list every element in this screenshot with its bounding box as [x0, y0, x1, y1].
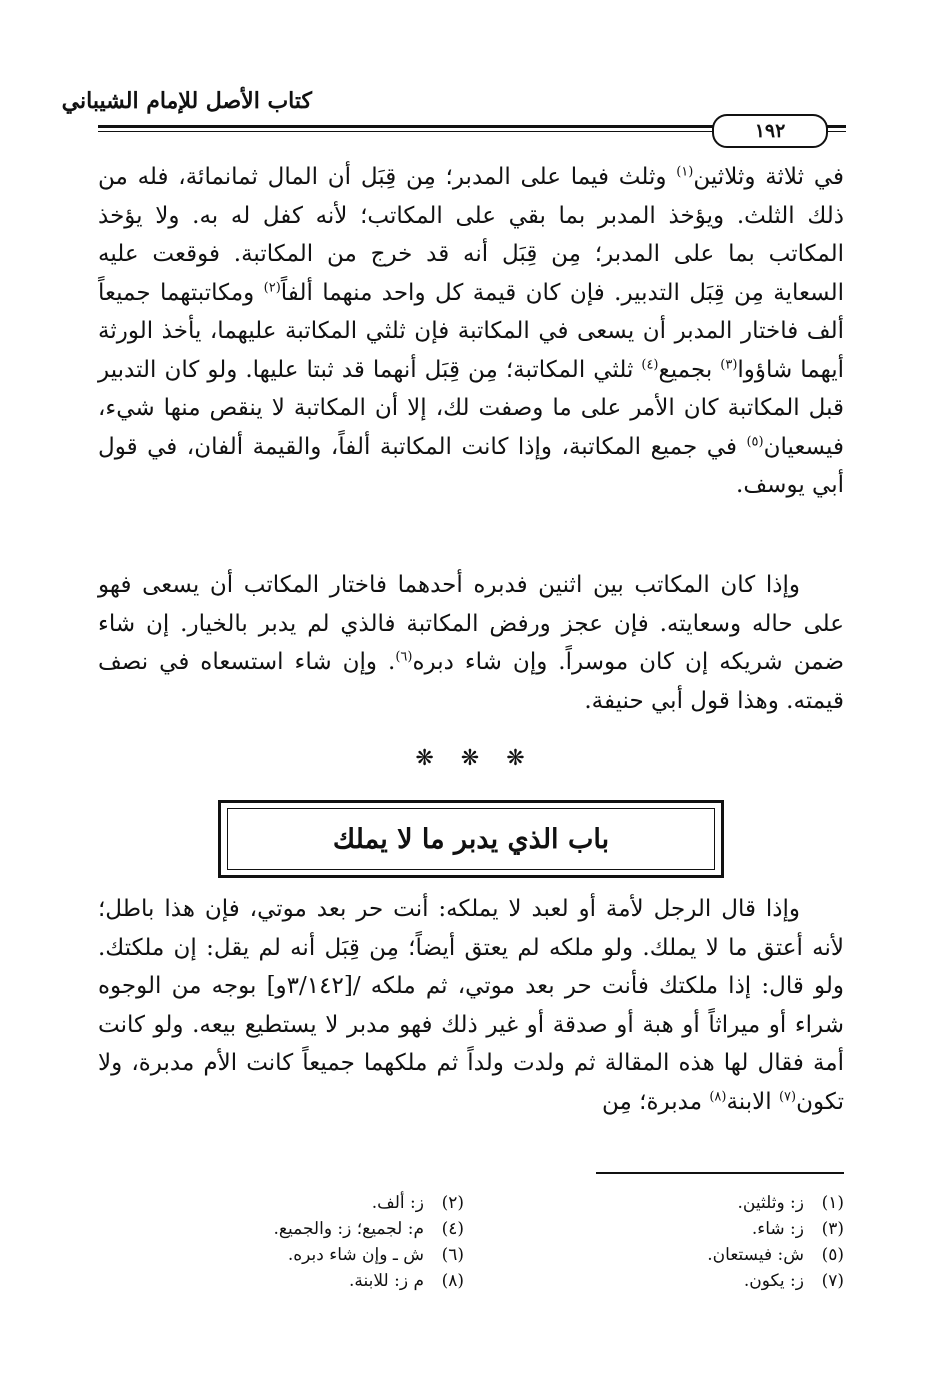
- footnote-item: [464, 1271, 844, 1291]
- footnote-marker: (٦): [395, 649, 413, 665]
- footnote-number: (٦): [441, 1245, 464, 1265]
- footnote-row: [180, 1190, 844, 1216]
- text-run: بجميع: [658, 356, 721, 383]
- footnote-marker: (٧): [778, 1088, 797, 1104]
- page-number-badge: [712, 114, 828, 148]
- footnote-text: ز: وثلثين.: [737, 1193, 804, 1213]
- paragraph-1: [98, 158, 844, 505]
- footnote-item: [180, 1245, 464, 1265]
- footnote-marker: (٥): [746, 433, 764, 449]
- text-run: . وإن شاء استسعاه في نصف قيمته. وهذا قول أبي حنيفة.: [98, 649, 844, 714]
- footnote-rule: [596, 1172, 844, 1174]
- footnotes: [180, 1190, 844, 1294]
- text-run: الابنة: [726, 1088, 779, 1115]
- text-run: ومكاتبتهما جميعاً ألف فاختار المدبر أن يسعى في المكاتبة فإن ثلثي المكاتبة عليهما، يأخذ الورثة أيهما شاؤوا: [98, 279, 844, 383]
- footnote-number: (٤): [441, 1219, 464, 1239]
- footnote-number: (٧): [821, 1271, 844, 1291]
- text-run: مدبرة؛ مِن: [602, 1088, 710, 1115]
- footnote-marker: (٢): [263, 279, 281, 295]
- footnote-item: [464, 1245, 844, 1265]
- footnote-marker: (١): [676, 164, 694, 180]
- footnote-item: [464, 1219, 844, 1239]
- chapter-heading-frame: [218, 800, 724, 878]
- footnote-item: [180, 1219, 464, 1239]
- chapter-title: باب الذي يدبر ما لا يملك: [332, 823, 610, 855]
- footnote-text: ز: يكون.: [743, 1271, 804, 1291]
- footnote-item: [180, 1193, 464, 1213]
- footnote-item: [464, 1193, 844, 1213]
- footnote-marker: (٣): [720, 356, 738, 372]
- section-separator: ❋ ❋ ❋: [415, 746, 535, 771]
- footnote-text: ش ـ وإن شاء دبره.: [287, 1245, 424, 1265]
- footnote-number: (٥): [821, 1245, 844, 1265]
- footnote-number: (٨): [441, 1271, 464, 1291]
- footnote-number: (٣): [821, 1219, 844, 1239]
- text-run: في جميع المكاتبة، وإذا كانت المكاتبة ألفاً، والقيمة ألفان، في قول أبي يوسف.: [98, 433, 844, 498]
- footnote-text: م ز: للابنة.: [349, 1271, 424, 1291]
- text-run: في ثلاثة وثلاثين: [693, 164, 844, 190]
- footnote-text: ش: فيستعان.: [707, 1245, 804, 1265]
- text-run: ثلثي المكاتبة؛ مِن قِبَل أنهما قد ثبتا عليها. ولو كان التدبير قبل المكاتبة كان الأمر على ما وصفت لك، إلا أن المكاتبة لا ينقص منها شيء، فيسعيان: [98, 356, 844, 460]
- text-run: وإذا كان المكاتب بين اثنين فدبره أحدهما فاختار المكاتب أن يسعى فهو على حاله وسعايته. فإن عجز ورفض المكاتبة فالذي لم يدبر بالخيار. إن شاء ضمن شريكه إن كان موسراً. وإن شاء دبره: [98, 572, 844, 675]
- footnote-marker: (٨): [709, 1088, 727, 1104]
- chapter-heading: [227, 808, 715, 870]
- footnote-number: (١): [821, 1193, 844, 1213]
- footnote-number: (٢): [441, 1193, 464, 1213]
- text-run: وإذا قال الرجل لأمة أو لعبد لا يملكه: أنت حر بعد موتي، فإن هذا باطل؛ لأنه أعتق ما لا يملك. ولو ملكه لم يعتق أيضاً؛ مِن قِبَل أنه لم يقل: إن ملكتك. ولو قال: إذا ملكتك فأنت حر بعد موتي، ثم ملكه /[٣/١٤٢و] بوجه من الوجوه شراء أو ميراثاً أو هبة أو صدقة أو غير ذلك فهو مدبر لا يستطيع بيعه. ولو كانت أمة فقال لها هذه المقالة ثم ولدت ولداً ثم ملكهما جميعاً كانت الأم مدبرة، ولا تكون: [98, 896, 844, 1115]
- page-number: ١٩٢: [754, 120, 786, 142]
- footnote-marker: (٤): [641, 356, 659, 372]
- running-header-title: كتاب الأصل للإمام الشيباني: [61, 88, 312, 114]
- footnote-row: [180, 1268, 844, 1294]
- footnote-row: [180, 1242, 844, 1268]
- footnote-row: [180, 1216, 844, 1242]
- footnote-text: ز: ألف.: [371, 1193, 424, 1213]
- footnote-item: [180, 1271, 464, 1291]
- footnote-text: م: لجميع؛ ز: والجميع.: [273, 1219, 424, 1239]
- paragraph-3: [98, 890, 844, 1121]
- paragraph-2: [98, 566, 844, 720]
- text-run: وثلث فيما على المدبر؛ مِن قِبَل أن المال ثمانمائة، فله من ذلك الثلث. ويؤخذ المدبر بما بقي على المكاتب؛ لأنه كفل له به. ولا يؤخذ المكاتب بما على المدبر؛ مِن قِبَل أنه قد خرج من المكاتبة. فوقعت عليه السعاية مِن قِبَل التدبير. فإن كان قيمة كل واحد منهما ألفاً: [98, 164, 844, 306]
- footnote-text: ز: شاء.: [751, 1219, 804, 1239]
